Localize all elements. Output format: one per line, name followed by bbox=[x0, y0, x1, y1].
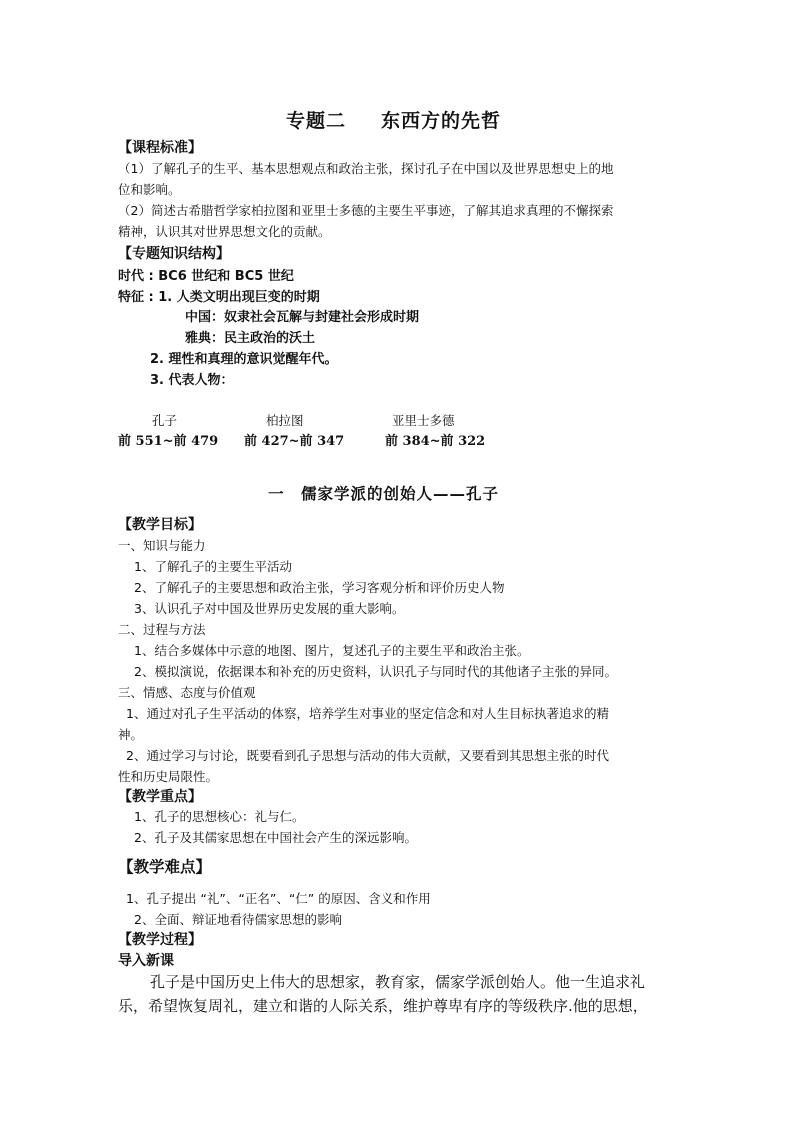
doc-title-right: 东西方的先哲 bbox=[381, 110, 502, 132]
goal-item: 3、认识孔子对中国及世界历史发展的重大影响。 bbox=[134, 601, 405, 616]
goal-category: 二、过程与方法 bbox=[118, 622, 206, 637]
difficulty-item: 1、孔子提出 “礼”、“正名”、“仁” 的原因、含义和作用 bbox=[126, 891, 431, 906]
intro-paragraph-line1: 孔子是中国历史上伟大的思想家，教育家，儒家学派创始人。他一生追求礼 bbox=[150, 973, 646, 991]
curriculum-item1-line2: 位和影响。 bbox=[118, 182, 181, 197]
goal-category: 三、情感、态度与价值观 bbox=[118, 685, 256, 700]
curriculum-item2-line1: （2）简述古希腊哲学家柏拉图和亚里士多德的主要生平事迹，了解其追求真理的不懈探索 bbox=[118, 203, 614, 218]
key-point-item: 1、孔子的思想核心：礼与仁。 bbox=[134, 809, 305, 824]
goal-item: 2、了解孔子的主要思想和政治主张，学习客观分析和评价历史人物 bbox=[134, 580, 505, 595]
process-heading: 【教学过程】 bbox=[118, 932, 202, 948]
key-point-item: 2、孔子及其儒家思想在中国社会产生的深远影响。 bbox=[134, 830, 417, 845]
curriculum-heading: 【课程标准】 bbox=[118, 140, 202, 156]
structure-feature-2: 2. 理性和真理的意识觉醒年代。 bbox=[150, 352, 338, 367]
person-years: 前 551~前 479 bbox=[118, 434, 219, 449]
goal-item-continued: 神。 bbox=[118, 727, 144, 742]
intro-heading: 导入新课 bbox=[118, 953, 174, 969]
difficulties-heading: 【教学难点】 bbox=[118, 858, 212, 876]
goal-item: 2、模拟演说，依据课本和补充的历史资料，认识孔子与同时代的其他诸子主张的异同。 bbox=[134, 664, 617, 679]
key-points-heading: 【教学重点】 bbox=[118, 789, 202, 805]
goal-category: 一、知识与能力 bbox=[118, 538, 206, 553]
goal-item: 1、了解孔子的主要生平活动 bbox=[134, 559, 292, 574]
goals-heading: 【教学目标】 bbox=[118, 517, 202, 533]
structure-china: 中国：奴隶社会瓦解与封建社会形成时期 bbox=[185, 310, 420, 325]
doc-title-left: 专题二 bbox=[286, 110, 347, 132]
section1-number: 一 bbox=[268, 485, 285, 503]
person-name: 孔子 bbox=[152, 413, 178, 428]
difficulty-item: 2、全面、辩证地看待儒家思想的影响 bbox=[134, 912, 342, 927]
goal-item: 1、通过对孔子生平活动的体察，培养学生对事业的坚定信念和对人生目标执著追求的精 bbox=[126, 706, 609, 721]
person-name: 柏拉图 bbox=[266, 413, 304, 428]
person-years: 前 427~前 347 bbox=[244, 434, 345, 449]
structure-feature-3: 3. 代表人物： bbox=[150, 373, 234, 388]
intro-paragraph-line2: 乐，希望恢复周礼，建立和谐的人际关系，维护尊卑有序的等级秩序.他的思想， bbox=[118, 997, 648, 1015]
curriculum-item1-line1: （1）了解孔子的生平、基本思想观点和政治主张，探讨孔子在中国以及世界思想史上的地 bbox=[118, 161, 614, 176]
section1-title: 儒家学派的创始人——孔子 bbox=[301, 485, 500, 503]
structure-era: 时代 : BC6 世纪和 BC5 世纪 bbox=[118, 269, 294, 284]
goal-item: 1、结合多媒体中示意的地图、图片，复述孔子的主要生平和政治主张。 bbox=[134, 643, 530, 658]
goal-item: 2、通过学习与讨论，既要看到孔子思想与活动的伟大贡献，又要看到其思想主张的时代 bbox=[126, 748, 609, 763]
goal-item-continued: 性和历史局限性。 bbox=[118, 769, 219, 784]
structure-athens: 雅典：民主政治的沃土 bbox=[185, 331, 316, 346]
structure-heading: 【专题知识结构】 bbox=[118, 246, 230, 262]
curriculum-item2-line2: 精神，认识其对世界思想文化的贡献。 bbox=[118, 224, 331, 239]
person-years: 前 384~前 322 bbox=[385, 434, 486, 449]
person-name: 亚里士多德 bbox=[392, 413, 455, 428]
structure-feature-1: 特征 : 1. 人类文明出现巨变的时期 bbox=[118, 290, 320, 305]
